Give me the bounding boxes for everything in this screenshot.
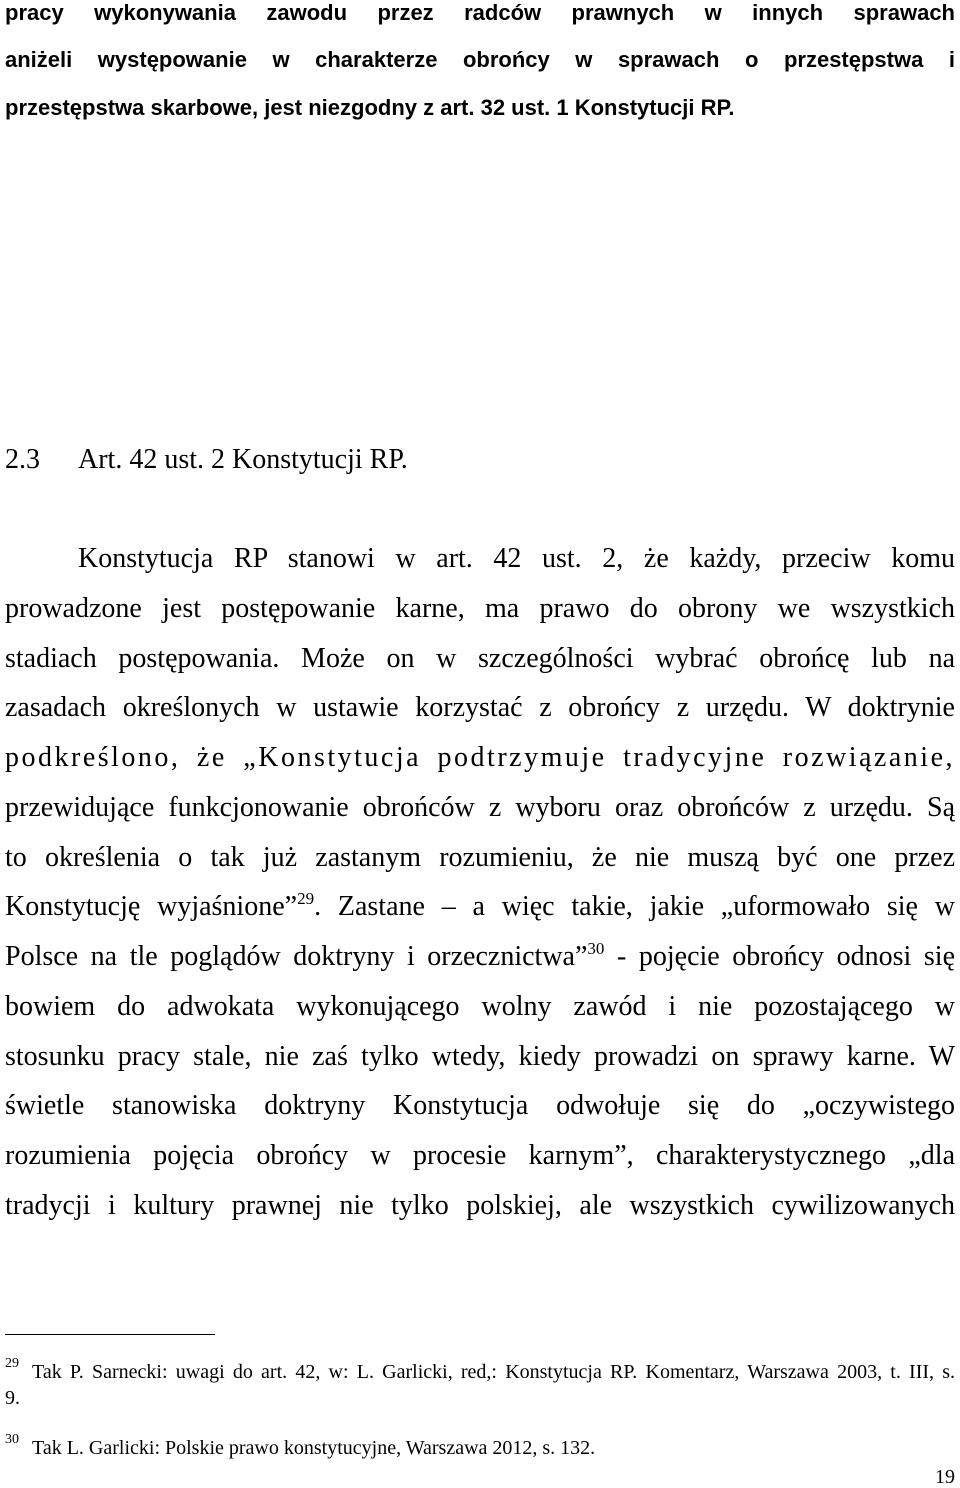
footnote xyxy=(5,1356,955,1385)
footnote-text: 9. xyxy=(5,1386,20,1409)
body-line: świetle stanowiska doktryny Konstytucja odwołuje się do „oczywistego xyxy=(5,1090,955,1122)
body-line xyxy=(5,932,955,982)
body-line: stadiach postępowania. Może on w szczególności wybrać obrońcę lub na xyxy=(5,642,955,674)
body-paragraph xyxy=(5,534,955,1231)
body-line: to określenia o tak już zastanym rozumieniu, że nie muszą być one przez xyxy=(5,841,955,873)
body-line-text: - pojęcie obrońcy odnosi się xyxy=(604,941,955,973)
body-line: rozumienia pojęcia obrońcy w procesie karnym”, charakterystycznego „dla xyxy=(5,1140,955,1172)
footnote-separator xyxy=(5,1334,215,1335)
section-number: 2.3 xyxy=(5,444,40,475)
paragraph-line: przestępstwa skarbowe, jest niezgodny z art. 32 ust. 1 Konstytucji RP. xyxy=(5,94,735,120)
body-line: zasadach określonych w ustawie korzystać z obrońcy z urzędu. W doktrynie xyxy=(5,692,955,724)
footnote-reference: 29 xyxy=(297,889,315,909)
paragraph-line: pracy wykonywania zawodu przez radców prawnych w innych sprawach xyxy=(5,0,955,25)
footnote-text: Tak L. Garlicki: Polskie prawo konstytucyjne, Warszawa 2012, s. 132. xyxy=(32,1436,596,1459)
section-heading xyxy=(5,435,955,485)
body-line: stosunku pracy stale, nie zaś tylko wtedy, kiedy prowadzi on sprawy karne. W xyxy=(5,1040,955,1072)
body-line: prowadzone jest postępowanie karne, ma prawo do obrony we wszystkich xyxy=(5,592,955,624)
footnote-continuation xyxy=(5,1386,955,1411)
footnote-text: Tak P. Sarnecki: uwagi do art. 42, w: L. Garlicki, red,: Konstytucja RP. Komentarz, Warszawa 2003, t. III, s. xyxy=(32,1361,955,1383)
footnote-number: 30 xyxy=(5,1431,19,1447)
paragraph-line: aniżeli występowanie w charakterze obrońcy w sprawach o przestępstwa i xyxy=(5,47,955,72)
body-line-text: Konstytucję wyjaśnione” xyxy=(5,891,298,923)
continued-paragraph xyxy=(5,0,955,130)
footnote-number: 29 xyxy=(5,1356,19,1371)
body-line: tradycji i kultury prawnej nie tylko polskiej, ale wszystkich cywilizowanych xyxy=(5,1189,955,1221)
body-line-text: Polsce na tle poglądów doktryny i orzecznictwa” xyxy=(5,941,588,973)
body-line: Konstytucja RP stanowi w art. 42 ust. 2, że każdy, przeciw komu xyxy=(78,543,955,574)
body-line xyxy=(5,882,955,932)
section-title: Art. 42 ust. 2 Konstytucji RP. xyxy=(78,444,408,475)
footnote-reference: 30 xyxy=(587,939,605,959)
page-number: 19 xyxy=(935,1466,955,1488)
body-line: przewidujące funkcjonowanie obrońców z wyboru oraz obrońców z urzędu. Są xyxy=(5,791,955,823)
footnote xyxy=(5,1431,955,1461)
body-line: bowiem do adwokata wykonującego wolny zawód i nie pozostającego w xyxy=(5,990,955,1022)
body-line-text: . Zastane – a więc takie, jakie „uformowało się w xyxy=(314,891,955,923)
body-line: podkreślono, że „Konstytucja podtrzymuje tradycyjne rozwiązanie, xyxy=(5,742,955,774)
